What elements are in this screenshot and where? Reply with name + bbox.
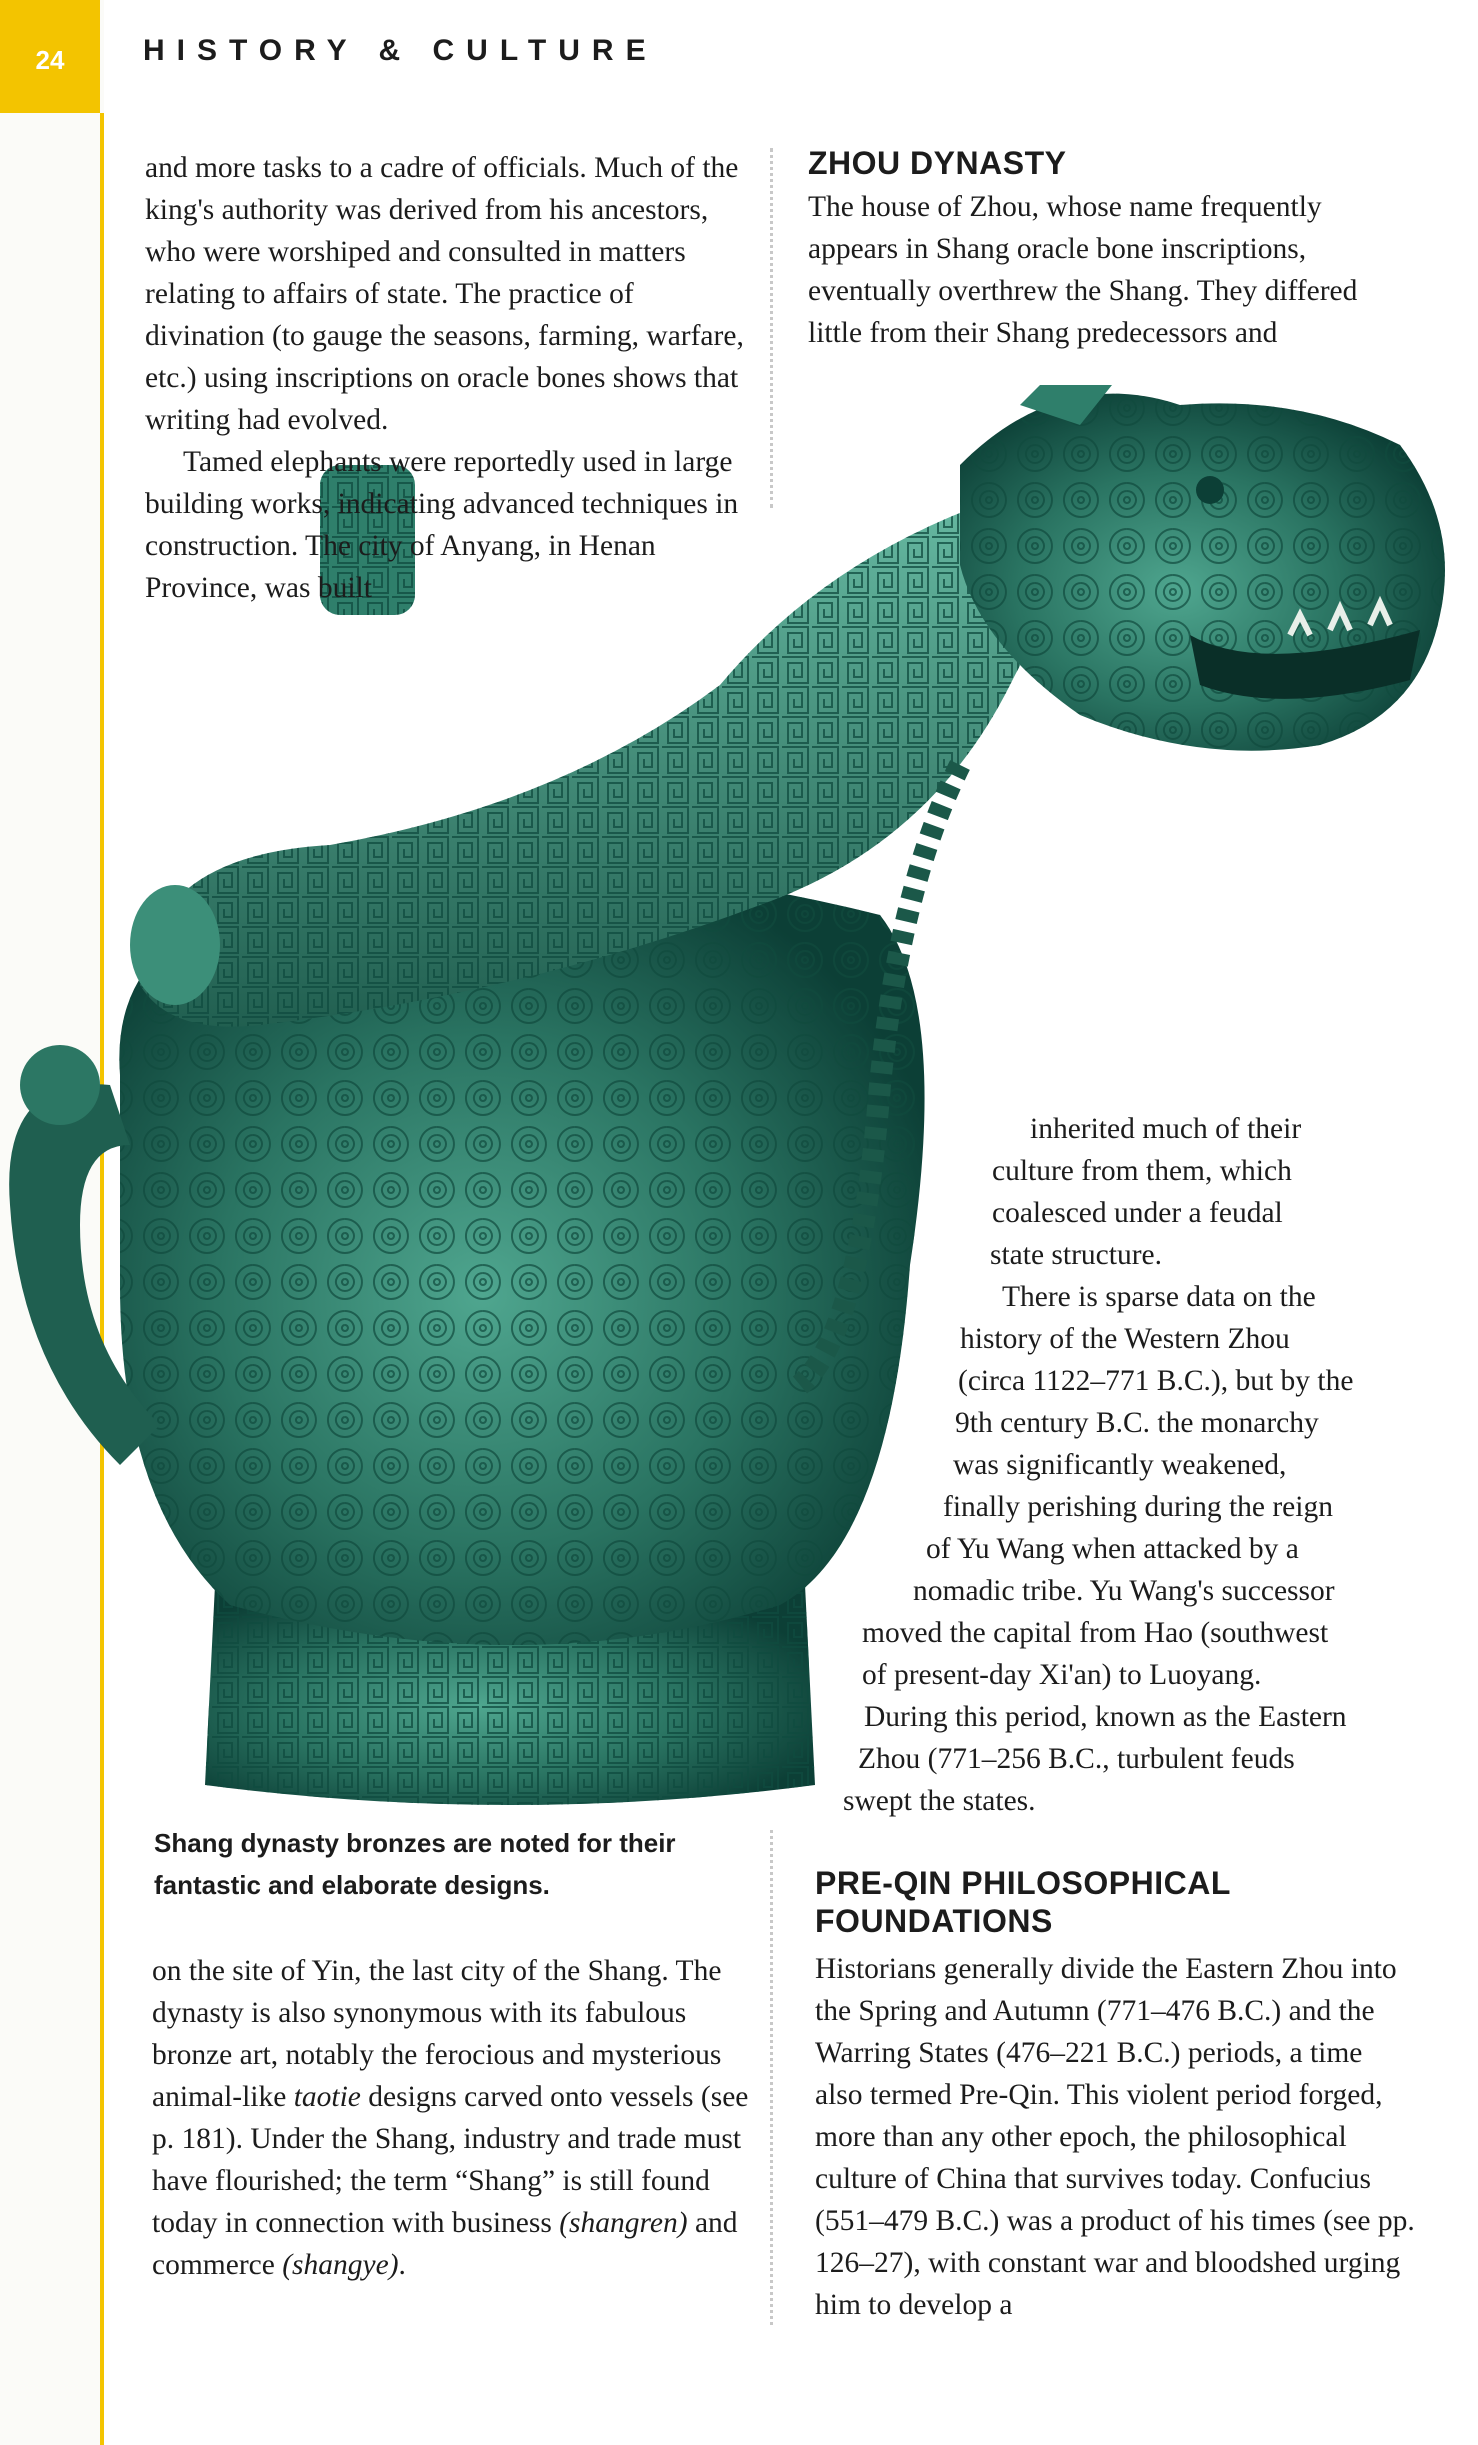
term-shangye: (shangye)	[282, 2249, 399, 2281]
zhou-dynasty-heading: ZHOU DYNASTY	[808, 145, 1067, 181]
wrap-line: of Yu Wang when attacked by a	[926, 1533, 1299, 1565]
left-column-top-text	[145, 147, 745, 609]
wrap-line: Zhou (771–256 B.C., turbulent feuds	[858, 1743, 1295, 1775]
image-caption: Shang dynasty bronzes are noted for their fantastic and elaborate designs.	[154, 1828, 676, 1900]
wrap-line: finally perishing during the reign	[943, 1491, 1333, 1523]
text-run: and commerce	[152, 2207, 738, 2281]
wrap-line: was significantly weakened,	[953, 1449, 1287, 1481]
wrap-line: (circa 1122–771 B.C.), but by the	[958, 1365, 1354, 1397]
wrap-line: moved the capital from Hao (southwest	[862, 1617, 1329, 1649]
pre-qin-text	[815, 1948, 1415, 2326]
left-bottom-paragraph	[152, 1950, 752, 2286]
left-top-paragraph-2: Tamed elephants were reportedly used in large building works, indicating advanced techniques in construction. The city of Anyang, in Henan Province, was built	[145, 446, 739, 604]
left-column-bottom-text	[152, 1950, 752, 2286]
wrap-line: inherited much of their	[1030, 1113, 1302, 1145]
wrap-line: history of the Western Zhou	[960, 1323, 1290, 1355]
wrap-line: There is sparse data on the	[1002, 1281, 1316, 1313]
text-run: designs carved onto vessels (see p. 181). Under the Shang, industry and trade must have flourished; the term “Shang” is still found today in connection with business	[152, 2081, 749, 2239]
wrap-line: 9th century B.C. the monarchy	[955, 1407, 1319, 1439]
wrap-line: swept the states.	[843, 1785, 1036, 1817]
wrap-line: state structure.	[990, 1239, 1163, 1271]
zhou-intro-text	[808, 186, 1408, 354]
zhou-intro-paragraph: The house of Zhou, whose name frequently appears in Shang oracle bone inscriptions, eventually overthrew the Shang. They differed little from their Shang predecessors and	[808, 191, 1358, 349]
zhou-wrap-text	[0, 1108, 1478, 1822]
column-divider-bottom	[770, 1830, 773, 2325]
term-taotie: taotie	[293, 2081, 361, 2113]
text-run: on the site of Yin, the last city of the Shang. The dynasty is also synonymous with its fabulous bronze art, notably the ferocious and mysterious animal-like	[152, 1955, 722, 2113]
wrap-line: coalesced under a feudal	[992, 1197, 1283, 1229]
wrap-line: culture from them, which	[992, 1155, 1292, 1187]
pre-qin-paragraph: Historians generally divide the Eastern Zhou into the Spring and Autumn (771–476 B.C.) and the Warring States (476–221 B.C.) periods, a time also termed Pre-Qin. This violent period forged, more than any other epoch, the philosophical culture of China that survives today. Confucius (551–479 B.C.) was a product of his times (see pp. 126–27), with constant war and bloodshed urging him to develop a	[815, 1953, 1415, 2321]
wrap-line: During this period, known as the Eastern	[864, 1701, 1347, 1733]
text-run: .	[398, 2249, 406, 2281]
left-top-paragraph-1: and more tasks to a cadre of officials. Much of the king's authority was derived from his ancestors, who were worshiped and consulted in matters relating to affairs of state. The practice of divination (to gauge the seasons, farming, warfare, etc.) using inscriptions on oracle bones shows that writing had evolved.	[145, 152, 744, 436]
section-title: HISTORY & CULTURE	[143, 34, 658, 67]
wrap-line: of present-day Xi'an) to Luoyang.	[862, 1659, 1262, 1691]
pre-qin-heading: PRE-QIN PHILOSOPHICAL FOUNDATIONS	[815, 1865, 1231, 1939]
wrap-line: nomadic tribe. Yu Wang's successor	[913, 1575, 1335, 1607]
page-number: 24	[35, 45, 65, 75]
term-shangren: (shangren)	[559, 2207, 688, 2239]
